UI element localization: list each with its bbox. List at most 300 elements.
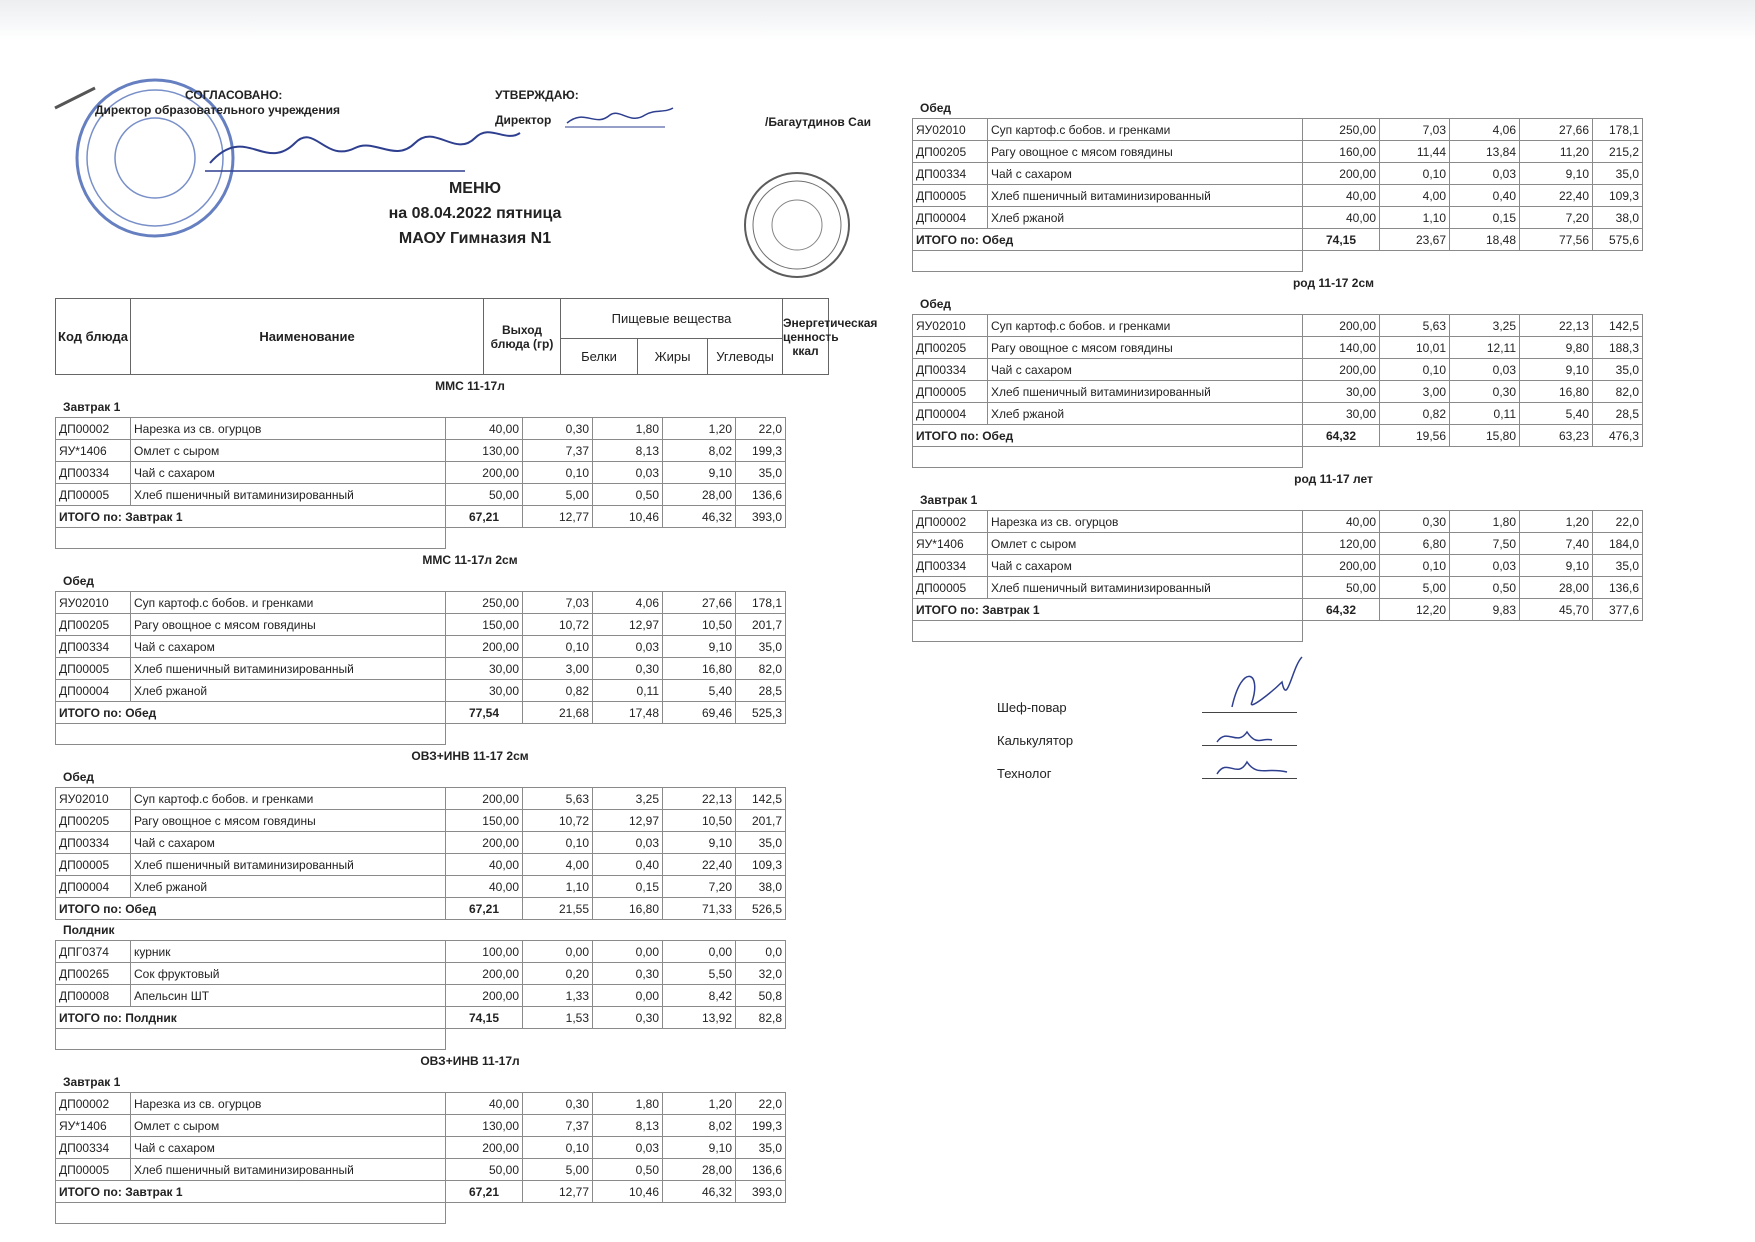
table-row [56, 484, 786, 506]
dish-name: Суп картоф.с бобов. и гренками [131, 592, 446, 614]
dish-carbs: 9,10 [663, 832, 736, 854]
blank-cell [913, 621, 1303, 642]
dish-proteins: 6,80 [1380, 533, 1450, 555]
dish-name: Чай с сахаром [131, 832, 446, 854]
dish-code: ДП00334 [913, 555, 988, 577]
dish-carbs: 1,20 [663, 418, 736, 440]
dish-name: Хлеб ржаной [988, 403, 1303, 425]
dish-name: Чай с сахаром [131, 1137, 446, 1159]
dish-output: 200,00 [446, 462, 523, 484]
dish-proteins: 10,72 [523, 614, 593, 636]
dish-output: 50,00 [446, 1159, 523, 1181]
dish-proteins: 7,37 [523, 440, 593, 462]
total-row [56, 1007, 786, 1029]
signature-agreed [205, 103, 525, 183]
dish-output: 160,00 [1303, 141, 1380, 163]
dish-fats: 3,25 [593, 788, 663, 810]
dish-code: ДП00002 [56, 1093, 131, 1115]
table-row [56, 1159, 786, 1181]
table-row [56, 832, 786, 854]
dish-name: Хлеб пшеничный витаминизированный [131, 854, 446, 876]
dish-code: ДП00005 [56, 658, 131, 680]
blank-cell [913, 447, 1303, 468]
dish-fats: 0,30 [1450, 381, 1520, 403]
dish-output: 200,00 [446, 788, 523, 810]
dish-name: Рагу овощное с мясом говядины [131, 614, 446, 636]
table-row [56, 788, 786, 810]
dish-name: курник [131, 941, 446, 963]
dish-output: 250,00 [1303, 119, 1380, 141]
dish-name: Суп картоф.с бобов. и гренками [988, 315, 1303, 337]
dish-fats: 0,15 [1450, 207, 1520, 229]
dish-output: 40,00 [446, 418, 523, 440]
total-label: ИТОГО по: Завтрак 1 [56, 1181, 446, 1203]
dish-name: Хлеб ржаной [988, 207, 1303, 229]
total-label: ИТОГО по: Обед [56, 898, 446, 920]
table-row [913, 359, 1643, 381]
total-carbs: 71,33 [663, 898, 736, 920]
dish-name: Рагу овощное с мясом говядины [988, 141, 1303, 163]
table-row [56, 680, 786, 702]
total-row [56, 506, 786, 528]
total-fats: 9,83 [1450, 599, 1520, 621]
dish-carbs: 28,00 [663, 1159, 736, 1181]
table-row [56, 1093, 786, 1115]
dish-proteins: 0,30 [1380, 511, 1450, 533]
table-row [56, 854, 786, 876]
scan-top-band [0, 0, 1755, 40]
dish-name: Суп картоф.с бобов. и гренками [131, 788, 446, 810]
dish-proteins: 5,63 [523, 788, 593, 810]
dish-output: 30,00 [1303, 403, 1380, 425]
dish-code: ДП00334 [56, 1137, 131, 1159]
total-proteins: 23,67 [1380, 229, 1450, 251]
dish-name: Хлеб ржаной [131, 680, 446, 702]
dish-name: Хлеб пшеничный витаминизированный [131, 1159, 446, 1181]
dish-carbs: 22,40 [663, 854, 736, 876]
blank-row [56, 1029, 786, 1050]
dish-output: 30,00 [446, 680, 523, 702]
dish-output: 120,00 [1303, 533, 1380, 555]
dish-code: ДП00005 [913, 185, 988, 207]
dish-name: Нарезка из св. огурцов [131, 1093, 446, 1115]
blank-cell [56, 1029, 446, 1050]
round-stamp-small [735, 170, 865, 280]
dish-name: Чай с сахаром [131, 636, 446, 658]
left-menu-body [55, 375, 885, 1224]
dish-energy: 109,3 [1593, 185, 1643, 207]
dish-name: Апельсин ШТ [131, 985, 446, 1007]
dish-proteins: 0,30 [523, 418, 593, 440]
left-column [55, 78, 885, 1242]
dish-fats: 0,00 [593, 985, 663, 1007]
dish-carbs: 1,20 [663, 1093, 736, 1115]
dish-energy: 136,6 [1593, 577, 1643, 599]
dish-code: ЯУ*1406 [56, 1115, 131, 1137]
meal-title: Завтрак 1 [920, 493, 978, 507]
dish-proteins: 11,44 [1380, 141, 1450, 163]
table-row [913, 381, 1643, 403]
dish-fats: 0,40 [1450, 185, 1520, 207]
total-label: ИТОГО по: Завтрак 1 [913, 599, 1303, 621]
total-output: 67,21 [446, 1181, 523, 1203]
total-proteins: 12,77 [523, 506, 593, 528]
dish-name: Хлеб пшеничный витаминизированный [131, 484, 446, 506]
dish-name: Рагу овощное с мясом говядины [131, 810, 446, 832]
table-row [56, 941, 786, 963]
total-energy: 377,6 [1593, 599, 1643, 621]
total-carbs: 45,70 [1520, 599, 1593, 621]
total-proteins: 12,77 [523, 1181, 593, 1203]
dish-carbs: 27,66 [663, 592, 736, 614]
total-energy: 82,8 [736, 1007, 786, 1029]
dish-energy: 199,3 [736, 440, 786, 462]
dish-carbs: 22,40 [1520, 185, 1593, 207]
header-nutrients: Пищевые вещества [561, 299, 783, 339]
total-proteins: 21,68 [523, 702, 593, 724]
dish-proteins: 5,00 [523, 1159, 593, 1181]
dish-fats: 0,30 [593, 963, 663, 985]
dish-proteins: 4,00 [1380, 185, 1450, 207]
blank-cell [446, 1029, 786, 1050]
total-label: ИТОГО по: Обед [913, 425, 1303, 447]
dish-proteins: 3,00 [1380, 381, 1450, 403]
meal-title: Обед [920, 297, 952, 311]
blank-row [56, 1203, 786, 1224]
dish-carbs: 7,40 [1520, 533, 1593, 555]
dish-name: Хлеб ржаной [131, 876, 446, 898]
dish-carbs: 9,10 [1520, 555, 1593, 577]
dish-output: 200,00 [1303, 315, 1380, 337]
total-carbs: 46,32 [663, 506, 736, 528]
total-row [56, 1181, 786, 1203]
dish-energy: 136,6 [736, 484, 786, 506]
dish-proteins: 1,10 [523, 876, 593, 898]
table-row [56, 440, 786, 462]
dish-proteins: 3,00 [523, 658, 593, 680]
dish-proteins: 0,20 [523, 963, 593, 985]
dish-code: ДП00002 [56, 418, 131, 440]
dish-output: 50,00 [1303, 577, 1380, 599]
dish-proteins: 4,00 [523, 854, 593, 876]
dish-output: 200,00 [446, 1137, 523, 1159]
blank-cell [56, 724, 446, 745]
meal-title: Завтрак 1 [63, 400, 121, 414]
dish-code: ДП00334 [56, 462, 131, 484]
dish-fats: 0,40 [593, 854, 663, 876]
dish-energy: 199,3 [736, 1115, 786, 1137]
dish-carbs: 10,50 [663, 614, 736, 636]
dish-carbs: 0,00 [663, 941, 736, 963]
total-output: 64,32 [1303, 425, 1380, 447]
document-header [55, 78, 885, 298]
dish-energy: 35,0 [736, 636, 786, 658]
dish-fats: 0,03 [593, 1137, 663, 1159]
dish-output: 200,00 [446, 832, 523, 854]
total-output: 67,21 [446, 898, 523, 920]
menu-table [55, 1092, 786, 1224]
dish-fats: 7,50 [1450, 533, 1520, 555]
dish-code: ЯУ02010 [56, 788, 131, 810]
total-fats: 17,48 [593, 702, 663, 724]
dish-energy: 109,3 [736, 854, 786, 876]
dish-code: ЯУ02010 [913, 315, 988, 337]
dish-fats: 0,50 [593, 484, 663, 506]
agreed-title: СОГЛАСОВАНО: [185, 88, 283, 102]
right-menu-body [912, 76, 1755, 642]
total-proteins: 19,56 [1380, 425, 1450, 447]
meal-title: Обед [63, 574, 95, 588]
dish-fats: 0,03 [593, 462, 663, 484]
table-row [56, 658, 786, 680]
total-proteins: 12,20 [1380, 599, 1450, 621]
table-row [913, 403, 1643, 425]
group-title: ММС 11-17л 2см [422, 553, 518, 567]
dish-name: Сок фруктовый [131, 963, 446, 985]
meal-title: Завтрак 1 [63, 1075, 121, 1089]
dish-proteins: 5,00 [1380, 577, 1450, 599]
dish-carbs: 9,10 [663, 1137, 736, 1159]
table-row [913, 141, 1643, 163]
director-name: /Багаутдинов Саи [765, 115, 871, 129]
menu-table [55, 417, 786, 549]
menu-table [912, 118, 1643, 272]
menu-title [285, 176, 665, 251]
table-row [56, 810, 786, 832]
dish-name: Хлеб пшеничный витаминизированный [988, 185, 1303, 207]
table-row [56, 462, 786, 484]
dish-code: ДП00334 [913, 163, 988, 185]
total-energy: 575,6 [1593, 229, 1643, 251]
menu-title-line-2: на 08.04.2022 пятница [388, 205, 562, 222]
dish-carbs: 10,50 [663, 810, 736, 832]
table-row [913, 555, 1643, 577]
dish-carbs: 1,20 [1520, 511, 1593, 533]
dish-code: ДП00205 [56, 614, 131, 636]
table-row [913, 207, 1643, 229]
dish-energy: 142,5 [1593, 315, 1643, 337]
dish-output: 200,00 [1303, 163, 1380, 185]
dish-output: 200,00 [1303, 359, 1380, 381]
blank-cell [446, 528, 786, 549]
dish-code: ДП00205 [913, 337, 988, 359]
table-row [913, 511, 1643, 533]
dish-output: 130,00 [446, 1115, 523, 1137]
dish-output: 150,00 [446, 614, 523, 636]
dish-name: Омлет с сыром [988, 533, 1303, 555]
table-row [56, 636, 786, 658]
dish-proteins: 0,00 [523, 941, 593, 963]
menu-table [55, 940, 786, 1050]
total-output: 77,54 [446, 702, 523, 724]
dish-energy: 178,1 [736, 592, 786, 614]
table-row [56, 963, 786, 985]
dish-code: ДП00334 [913, 359, 988, 381]
dish-code: ДП00005 [913, 381, 988, 403]
dish-code: ЯУ02010 [913, 119, 988, 141]
blank-cell [913, 251, 1303, 272]
dish-fats: 0,11 [593, 680, 663, 702]
header-carbs: Углеводы [708, 339, 783, 375]
dish-fats: 0,30 [593, 658, 663, 680]
total-output: 74,15 [1303, 229, 1380, 251]
dish-name: Хлеб пшеничный витаминизированный [988, 577, 1303, 599]
group-title: род 11-17 2см [1292, 276, 1375, 290]
dish-energy: 35,0 [736, 832, 786, 854]
total-row [913, 229, 1643, 251]
blank-cell [56, 528, 446, 549]
dish-fats: 0,03 [593, 832, 663, 854]
dish-name: Омлет с сыром [131, 1115, 446, 1137]
approve-title: УТВЕРЖДАЮ: [495, 88, 579, 102]
dish-proteins: 0,82 [1380, 403, 1450, 425]
dish-carbs: 27,66 [1520, 119, 1593, 141]
total-carbs: 69,46 [663, 702, 736, 724]
header-code: Код блюда [56, 299, 131, 375]
dish-proteins: 0,10 [523, 462, 593, 484]
meal-title: Обед [63, 770, 95, 784]
dish-energy: 28,5 [1593, 403, 1643, 425]
dish-output: 140,00 [1303, 337, 1380, 359]
total-label: ИТОГО по: Обед [56, 702, 446, 724]
dish-energy: 28,5 [736, 680, 786, 702]
dish-carbs: 22,13 [663, 788, 736, 810]
total-output: 64,32 [1303, 599, 1380, 621]
meal-title: Обед [920, 101, 952, 115]
dish-code: ДП00008 [56, 985, 131, 1007]
dish-code: ДП00004 [56, 680, 131, 702]
dish-energy: 22,0 [1593, 511, 1643, 533]
group-title: ОВЗ+ИНВ 11-17 2см [411, 749, 529, 763]
table-row [56, 418, 786, 440]
dish-fats: 12,11 [1450, 337, 1520, 359]
dish-output: 100,00 [446, 941, 523, 963]
signature-director [565, 103, 675, 133]
dish-name: Суп картоф.с бобов. и гренками [988, 119, 1303, 141]
signatures-handwritten [1202, 652, 1342, 787]
dish-carbs: 9,80 [1520, 337, 1593, 359]
signature-block [912, 682, 1755, 802]
dish-carbs: 11,20 [1520, 141, 1593, 163]
dish-output: 250,00 [446, 592, 523, 614]
dish-code: ЯУ*1406 [913, 533, 988, 555]
total-row [56, 898, 786, 920]
dish-energy: 50,8 [736, 985, 786, 1007]
menu-table [912, 510, 1643, 642]
menu-table [55, 787, 786, 920]
total-energy: 393,0 [736, 506, 786, 528]
dish-fats: 0,50 [593, 1159, 663, 1181]
dish-carbs: 9,10 [1520, 359, 1593, 381]
dish-energy: 201,7 [736, 614, 786, 636]
dish-fats: 13,84 [1450, 141, 1520, 163]
blank-cell [1303, 447, 1643, 468]
dish-code: ДП00005 [56, 1159, 131, 1181]
dish-energy: 32,0 [736, 963, 786, 985]
total-row [913, 599, 1643, 621]
dish-output: 200,00 [446, 985, 523, 1007]
table-row [913, 163, 1643, 185]
total-fats: 10,46 [593, 1181, 663, 1203]
table-row [56, 876, 786, 898]
dish-energy: 35,0 [1593, 555, 1643, 577]
blank-row [56, 724, 786, 745]
dish-output: 40,00 [1303, 511, 1380, 533]
blank-cell [1303, 621, 1643, 642]
dish-fats: 12,97 [593, 810, 663, 832]
dish-energy: 35,0 [736, 462, 786, 484]
total-carbs: 77,56 [1520, 229, 1593, 251]
total-energy: 476,3 [1593, 425, 1643, 447]
dish-fats: 0,03 [1450, 359, 1520, 381]
dish-code: ДП00005 [913, 577, 988, 599]
menu-table [912, 314, 1643, 468]
total-fats: 0,30 [593, 1007, 663, 1029]
total-carbs: 46,32 [663, 1181, 736, 1203]
sign-technologist-label: Технолог [997, 766, 1052, 781]
dish-carbs: 8,02 [663, 1115, 736, 1137]
dish-output: 40,00 [446, 1093, 523, 1115]
dish-energy: 201,7 [736, 810, 786, 832]
dish-proteins: 1,10 [1380, 207, 1450, 229]
dish-name: Чай с сахаром [988, 359, 1303, 381]
dish-name: Чай с сахаром [988, 555, 1303, 577]
dish-proteins: 0,10 [1380, 163, 1450, 185]
dish-proteins: 0,10 [523, 832, 593, 854]
dish-fats: 1,80 [1450, 511, 1520, 533]
table-row [913, 337, 1643, 359]
dish-carbs: 8,42 [663, 985, 736, 1007]
dish-name: Чай с сахаром [988, 163, 1303, 185]
dish-code: ДП00265 [56, 963, 131, 985]
total-energy: 526,5 [736, 898, 786, 920]
dish-fats: 8,13 [593, 440, 663, 462]
menu-table [55, 591, 786, 745]
dish-energy: 22,0 [736, 1093, 786, 1115]
dish-code: ДП00205 [913, 141, 988, 163]
dish-carbs: 28,00 [663, 484, 736, 506]
dish-fats: 0,15 [593, 876, 663, 898]
dish-proteins: 5,00 [523, 484, 593, 506]
dish-fats: 12,97 [593, 614, 663, 636]
dish-energy: 136,6 [736, 1159, 786, 1181]
dish-energy: 35,0 [736, 1137, 786, 1159]
dish-energy: 38,0 [1593, 207, 1643, 229]
dish-code: ДП00004 [913, 207, 988, 229]
dish-code: ДП00004 [56, 876, 131, 898]
dish-code: ДП00005 [56, 854, 131, 876]
table-row [56, 614, 786, 636]
dish-energy: 22,0 [736, 418, 786, 440]
header-proteins: Белки [561, 339, 638, 375]
dish-output: 200,00 [446, 636, 523, 658]
total-fats: 16,80 [593, 898, 663, 920]
dish-output: 40,00 [1303, 185, 1380, 207]
meal-title: Полдник [63, 923, 115, 937]
dish-output: 50,00 [446, 484, 523, 506]
blank-cell [1303, 251, 1643, 272]
dish-output: 200,00 [446, 963, 523, 985]
dish-code: ДП00002 [913, 511, 988, 533]
total-label: ИТОГО по: Обед [913, 229, 1303, 251]
dish-energy: 188,3 [1593, 337, 1643, 359]
dish-proteins: 1,33 [523, 985, 593, 1007]
dish-carbs: 5,40 [1520, 403, 1593, 425]
total-carbs: 63,23 [1520, 425, 1593, 447]
total-row [913, 425, 1643, 447]
dish-energy: 178,1 [1593, 119, 1643, 141]
table-row [913, 315, 1643, 337]
